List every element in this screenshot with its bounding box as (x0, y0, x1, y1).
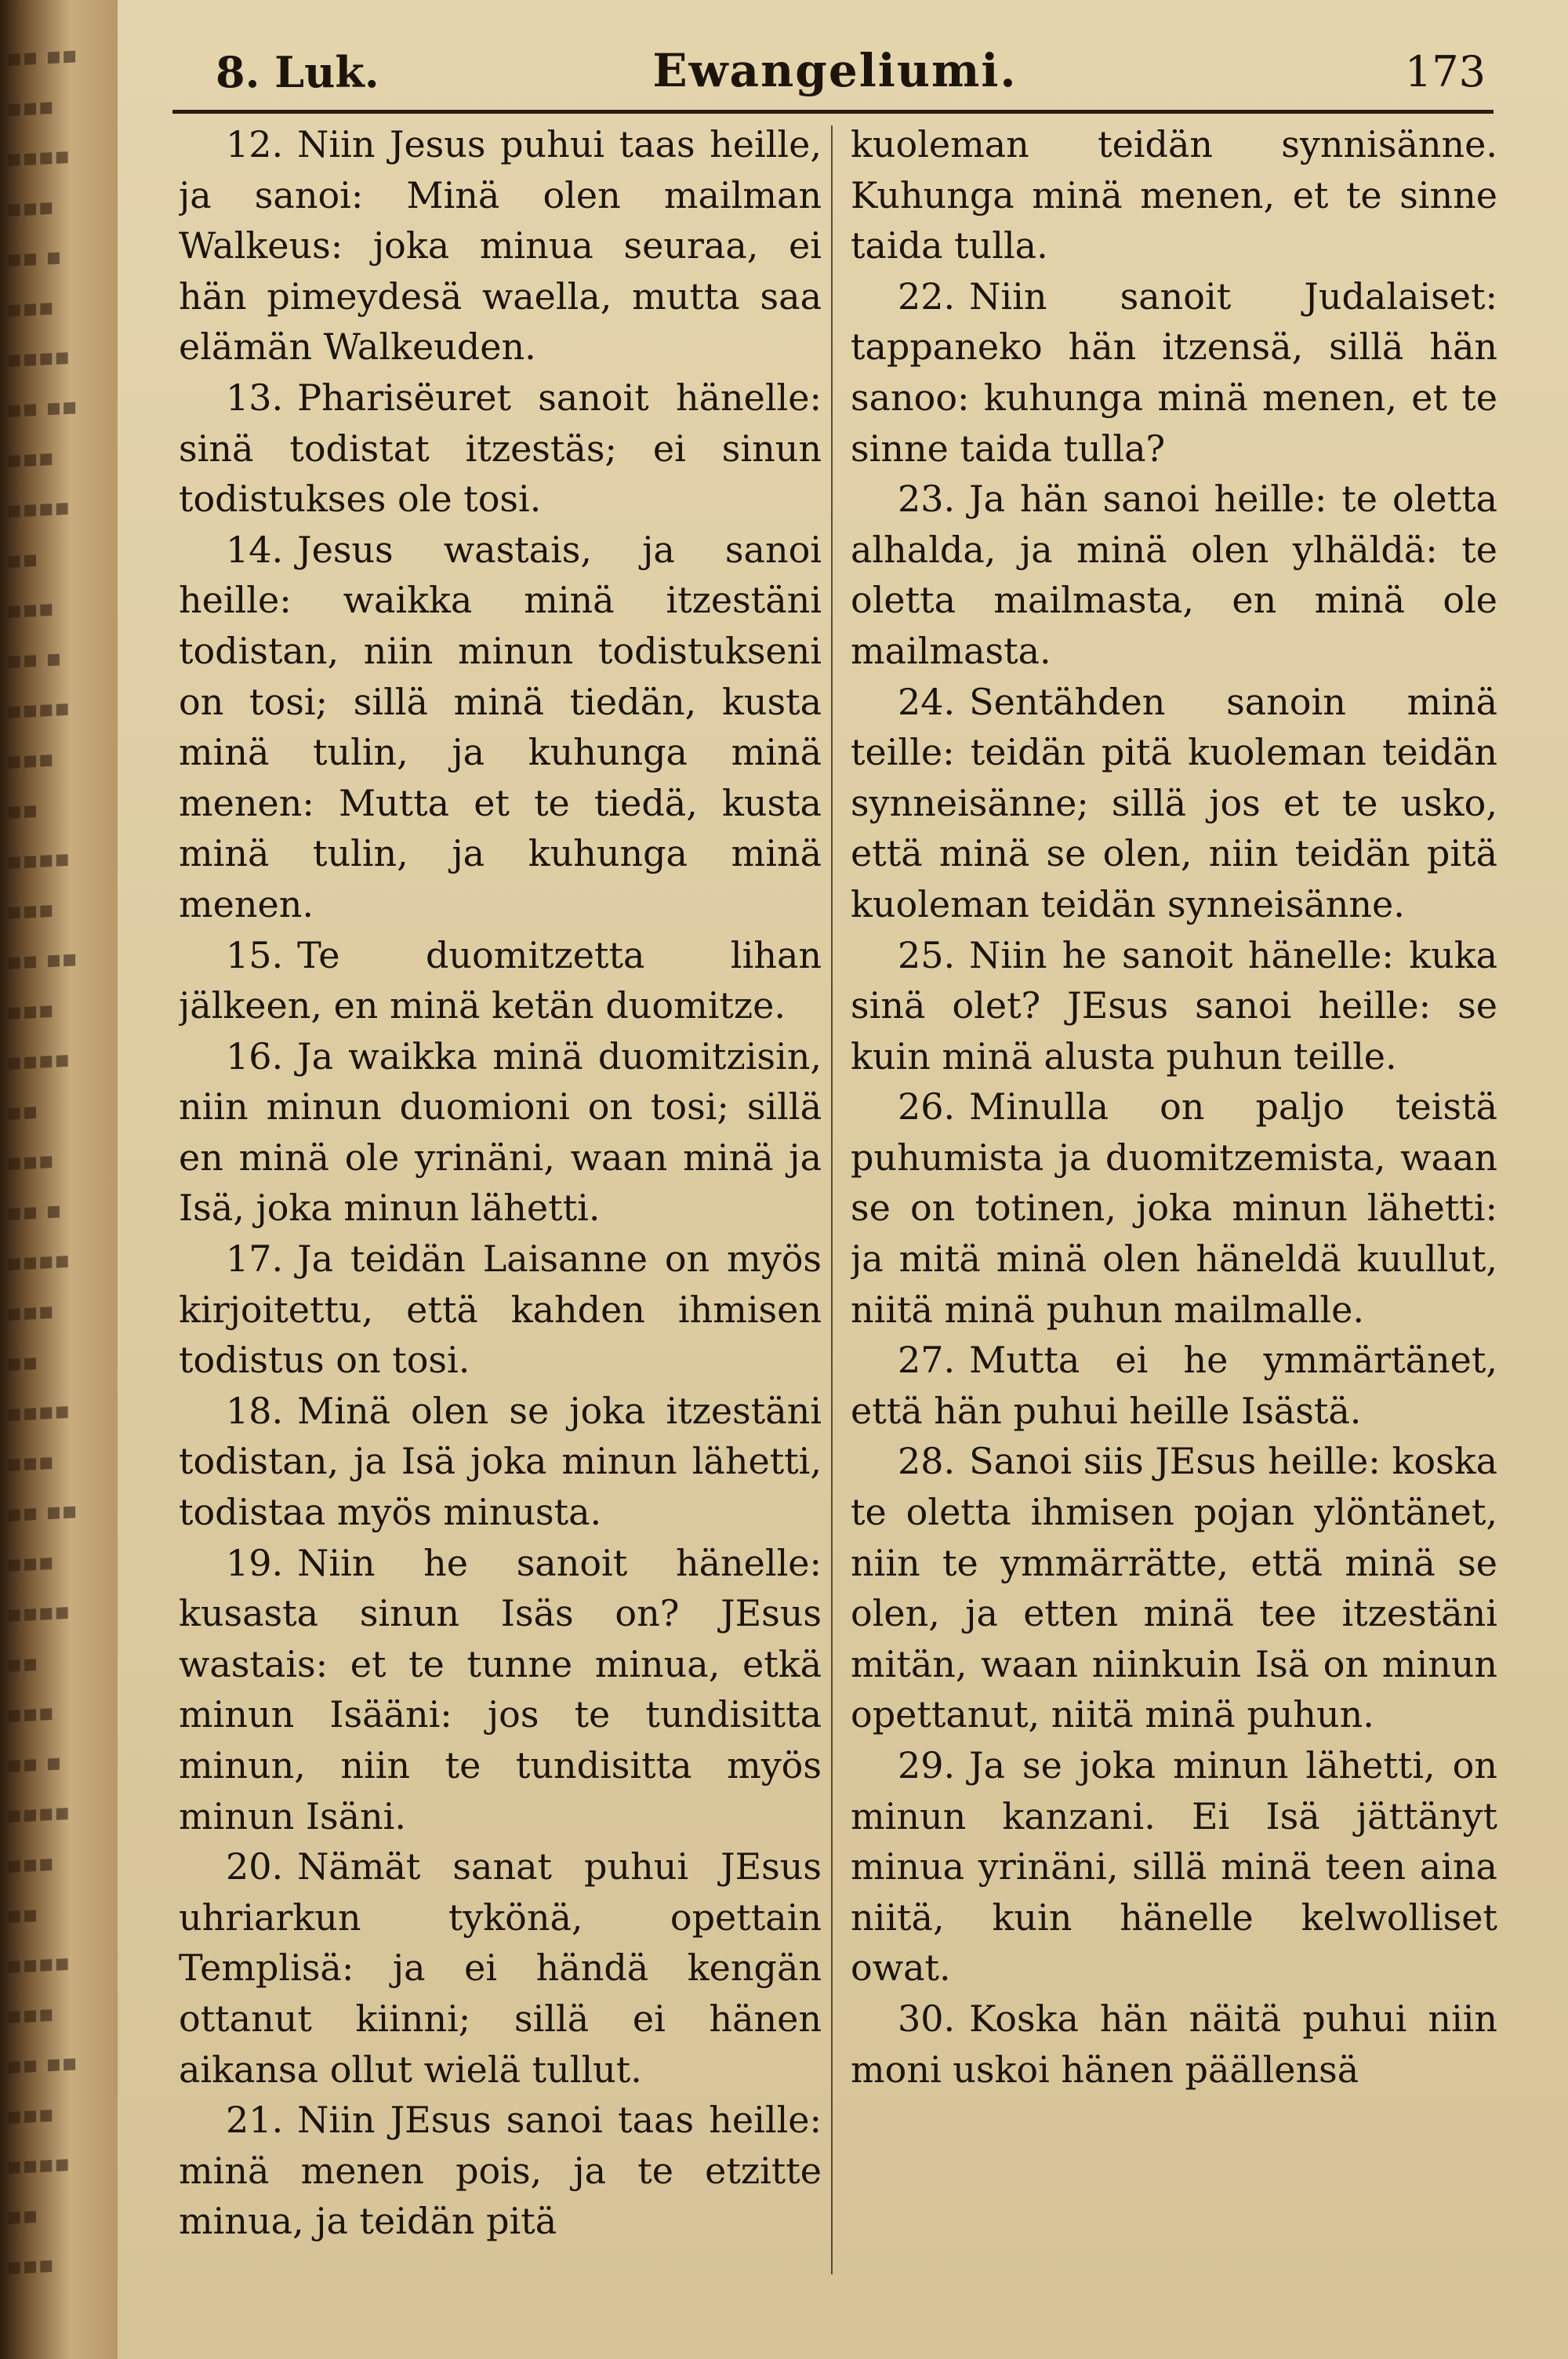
verse-number: 27. (898, 1339, 956, 1382)
verse-text: Nämät sanat puhui JEsus uhriarkun tykönä, opettain Templisä: ja ei händä kengän ottanut kiinni; sillä ei hänen aikansa ollut wielä tullut. (179, 1845, 822, 2091)
verse (179, 373, 822, 525)
verse-number: 23. (898, 478, 956, 521)
verse (851, 1081, 1497, 1335)
verse-number: 22. (898, 274, 956, 318)
verse-number: 18. (226, 1389, 284, 1432)
verse-number: 29. (898, 1744, 956, 1787)
verse-number: 19. (226, 1541, 284, 1584)
verse-text: Niin JEsus sanoi taas heille: minä menen pois, ja te etzitte minua, ja teidän pitä (179, 2099, 822, 2243)
verse (179, 1386, 822, 1538)
verse (851, 474, 1497, 676)
verse-continuation (851, 119, 1497, 271)
verse-text: Ja hän sanoi heille: te oletta alhalda, ja minä olen ylhäldä: te oletta mailmasta, en minä ole mailmasta. (851, 478, 1497, 672)
verse (179, 2095, 822, 2247)
verse-text: Minä olen se joka itzestäni todistan, ja Isä joka minun lähetti, todistaa myös minusta. (179, 1389, 822, 1534)
facing-page-text-fragments: ▪▪ ▪▪ ▪▪▪ ▪▪▪▪ ▪▪▪ ▪▪ ▪ ▪▪▪ ▪▪▪▪ ▪▪ ▪▪ ▪▪▪ ▪▪▪▪ ▪▪ ▪▪▪ ▪▪ ▪ ▪▪▪▪ ▪▪▪ ▪▪ ▪▪▪▪ ▪▪▪ ▪▪ ▪▪ ▪▪▪ ▪▪▪▪ ▪▪ ▪▪▪ ▪▪ ▪ ▪▪▪▪ ▪▪▪ ▪▪ ▪▪▪▪ ▪▪▪ ▪▪ ▪▪ ▪▪▪ ▪▪▪▪ ▪▪ ▪▪▪ ▪▪ ▪ ▪▪▪▪ ▪▪▪ ▪▪ ▪▪▪▪ ▪▪▪ ▪▪ ▪▪ ▪▪▪ ▪▪▪▪ ▪▪ ▪▪▪ (6, 41, 78, 2281)
verse-text: Ja teidän Laisanne on myös kirjoitettu, että kahden ihmisen todistus on tosi. (179, 1238, 822, 1382)
verse-text: Pharisëuret sanoit hänelle: sinä todistat itzestäs; ei sinun todistukses ole tosi. (179, 376, 822, 521)
verse-number: 12. (226, 123, 284, 165)
verse-text: Sentähden sanoin minä teille: teidän pitä kuoleman teidän synneisänne; sillä jos et te usko, että minä se olen, niin teidän pitä kuoleman teidän synneisänne. (851, 680, 1497, 925)
verse (179, 1031, 822, 1234)
verse-text: Ja waikka minä duomitzisin, niin minun duomioni on tosi; sillä en minä ole yrinäni, waan minä ja Isä, joka minun lähetti. (179, 1034, 822, 1230)
header-rule (172, 110, 1494, 114)
book-title: Ewangeliumi. (652, 44, 1018, 97)
verse-number: 24. (898, 680, 956, 723)
verse-text: Niin he sanoit hänelle: kusasta sinun Isäs on? JEsus wastais: et te tunne minua, etkä minun Isääni: jos te tundisitta minun, niin te tundisitta myös minun Isäni. (179, 1541, 822, 1837)
verse-text: Niin sanoit Judalaiset: tappaneko hän itzensä, sillä hän sanoo: kuhunga minä menen, et te sinne taida tulla? (851, 274, 1497, 470)
verse-number: 13. (226, 376, 284, 419)
verse (179, 1234, 822, 1386)
verse (851, 271, 1497, 474)
page-number: 173 (1404, 47, 1486, 96)
verse-text: Sanoi siis JEsus heille: koska te oletta ihmisen pojan ylöntänet, niin te ymmärrätte, että minä se olen, ja etten minä tee itzestäni mitän, waan niinkuin Isä on minun opettanut, niitä minä puhun. (851, 1440, 1497, 1736)
right-column (851, 119, 1497, 2331)
verse (179, 119, 822, 373)
verse (851, 1335, 1497, 1436)
verse-number: 30. (898, 1997, 956, 2040)
verse (179, 525, 822, 930)
column-divider (831, 125, 833, 2274)
verse (851, 1740, 1497, 1994)
running-header (184, 41, 1486, 104)
verse-number: 25. (898, 933, 956, 976)
verse-number: 15. (226, 933, 284, 976)
verse-text: Niin Jesus puhui taas heille, ja sanoi: Minä olen mailman Walkeus: joka minua seuraa, ei hän pimeydesä waella, mutta saa elämän Walkeuden. (179, 123, 822, 369)
verse-text: kuoleman teidän synnisänne. Kuhunga minä menen, et te sinne taida tulla. (851, 123, 1497, 267)
verse-number: 17. (226, 1238, 284, 1281)
verse-text: Te duomitzetta lihan jälkeen, en minä ketän duomitze. (179, 933, 822, 1027)
verse-text: Mutta ei he ymmärtänet, että hän puhui heille Isästä. (851, 1339, 1497, 1432)
verse-text: Koska hän näitä puhui niin moni uskoi hänen päällensä (851, 1997, 1497, 2091)
verse-text: Niin he sanoit hänelle: kuka sinä olet? JEsus sanoi heille: se kuin minä alusta puhun teille. (851, 933, 1497, 1078)
left-column (179, 119, 822, 2331)
verse-number: 21. (226, 2099, 284, 2142)
verse-number: 28. (898, 1440, 956, 1483)
verse (179, 1538, 822, 1842)
chapter-reference: 8. Luk. (216, 47, 379, 97)
verse (851, 1994, 1497, 2095)
verse (851, 677, 1497, 930)
verse-number: 14. (226, 528, 284, 571)
verse-text: Jesus wastais, ja sanoi heille: waikka minä itzestäni todistan, niin minun todistukseni on tosi; sillä minä tiedän, kusta minä tulin, ja kuhunga minä menen: Mutta et te tiedä, kusta minä tulin, ja kuhunga minä menen. (179, 528, 822, 925)
verse-number: 26. (898, 1085, 956, 1129)
verse (179, 1841, 822, 2095)
verse-number: 20. (226, 1845, 284, 1888)
verse-number: 16. (226, 1034, 284, 1078)
verse (851, 930, 1497, 1082)
verse-text: Ja se joka minun lähetti, on minun kanzani. Ei Isä jättänyt minua yrinäni, sillä minä teen aina niitä, kuin hänelle kelwolliset owat. (851, 1744, 1497, 1990)
verse-text: Minulla on paljo teistä puhumista ja duomitzemista, waan se on totinen, joka minun lähetti: ja mitä minä olen häneldä kuullut, niitä minä puhun mailmalle. (851, 1085, 1497, 1331)
verse (851, 1436, 1497, 1740)
facing-page-edge (0, 0, 118, 2359)
verse (179, 930, 822, 1031)
